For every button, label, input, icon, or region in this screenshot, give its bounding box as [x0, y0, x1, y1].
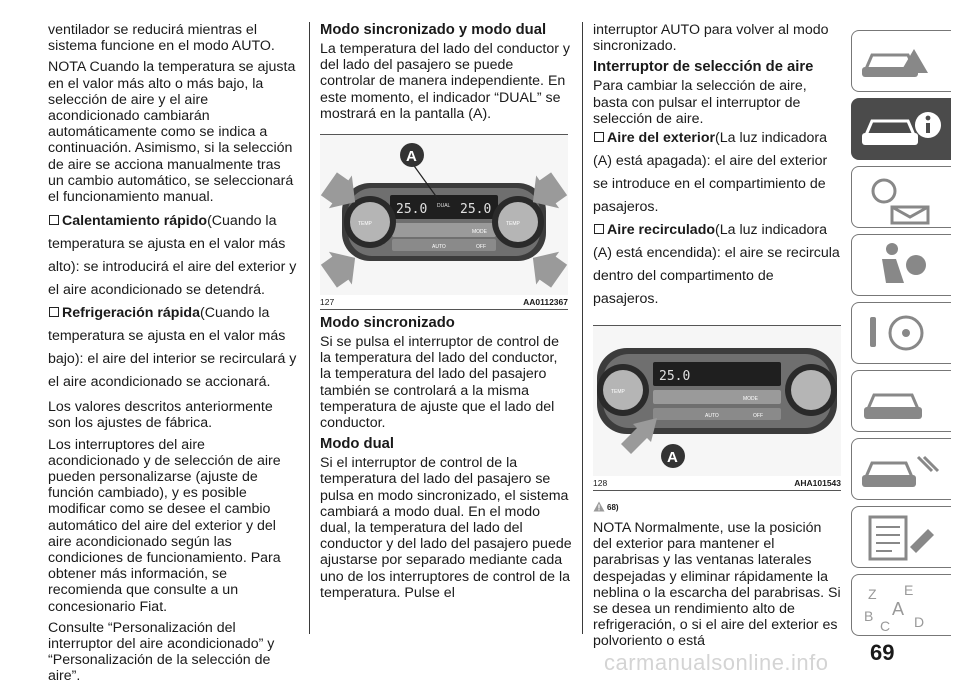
svg-text:Z: Z — [868, 586, 877, 602]
off-button-label: OFF — [476, 244, 486, 251]
svg-text:B: B — [864, 608, 874, 624]
auto-button-label: AUTO — [432, 244, 446, 251]
tab-airbag-seat[interactable] — [851, 234, 951, 296]
steering-key-icon — [852, 303, 950, 363]
knob-right-label: TEMP — [506, 221, 520, 228]
figure-caption — [593, 476, 841, 490]
warning-ref-number: 68) — [607, 503, 619, 513]
figure-code: AA0112367 — [523, 297, 568, 308]
figure-code: AHA101543 — [794, 478, 841, 489]
figure-caption — [320, 295, 568, 309]
paragraph: Para cambiar la selección de aire, basta con pulsar el interruptor de selección de aire. — [593, 78, 807, 127]
tab-car-warning[interactable] — [851, 30, 951, 92]
checkbox-bullet-icon — [49, 307, 59, 317]
mode-button-label: MODE — [743, 396, 758, 403]
paragraph: Los interruptores del aire acondicionado y de selección de aire pueden personalizarse (ajuste de función cambiado), y es posible modificar como se desee el cambio automático del aire del exterior y del aire acondicionado según las condiciones de funcionamiento. Para obtener más información, se recomienda que consulte a un concesionario Fiat. — [48, 436, 281, 615]
chapter-tab-sidebar — [851, 30, 951, 642]
warning-reference — [593, 501, 841, 512]
off-button-label: OFF — [753, 413, 763, 420]
bullet-title: Refrigeración rápida — [62, 305, 200, 322]
bullet-outside-air — [593, 127, 841, 219]
svg-text:D: D — [914, 614, 925, 630]
figure-128 — [593, 325, 841, 491]
paragraph: La temperatura del lado del conductor y del lado del pasajero se puede controlar de manera independiente. En este momento, el indicador “DUAL” se mostrará en la pantalla (A). — [320, 41, 571, 122]
tab-car-info[interactable] — [851, 98, 951, 160]
checkbox-bullet-icon — [49, 215, 59, 225]
svg-text:E: E — [904, 582, 914, 598]
knob-left-label: TEMP — [358, 221, 372, 228]
alphabet-index-icon — [852, 575, 950, 635]
bullet-quick-cooling — [48, 302, 298, 394]
section-heading: Modo dual — [320, 436, 394, 453]
figure-127 — [320, 134, 568, 310]
page-number: 69 — [870, 640, 895, 665]
callout-a: A — [667, 449, 678, 467]
section-heading: Interruptor de selección de aire — [593, 59, 814, 76]
mode-button-label: MODE — [472, 229, 487, 236]
column-3 — [593, 22, 841, 655]
knob-label: TEMP — [611, 389, 625, 396]
watermark-text: carmanualsonline.info — [604, 650, 829, 675]
figure-number: 127 — [320, 297, 335, 308]
paragraph: Los valores descritos anteriormente son los ajustes de fábrica. — [48, 399, 273, 432]
display-left-temp: 25.0 — [396, 202, 428, 218]
column-2 — [320, 22, 572, 606]
paragraph: interruptor AUTO para volver al modo sincronizado. — [593, 22, 829, 55]
bullet-text: (Cuando la temperatura se ajusta en el valor más alto): se introducirá el aire del exterior y el aire acondicionado se detendrá. — [48, 213, 297, 299]
display-temp: 25.0 — [659, 369, 691, 385]
column-1 — [48, 22, 298, 690]
svg-text:C: C — [880, 618, 891, 634]
data-list-icon — [852, 507, 950, 567]
paragraph: Si se pulsa el interruptor de control de la temperatura del lado del conductor, la temperatura del lado del pasajero también se controlará a la misma temperatura de ajuste que el lado del conductor. — [320, 334, 559, 432]
road-car-icon — [852, 371, 950, 431]
light-warning-icon — [852, 167, 950, 227]
column-divider — [582, 22, 583, 634]
bullet-text: (La luz indicadora (A) está apagada): el aire del exterior se introduce en el compartimiento de pasajeros. — [593, 130, 828, 216]
column-divider — [309, 22, 310, 634]
bullet-quick-heating — [48, 210, 298, 302]
climate-panel-illustration — [320, 135, 568, 295]
car-info-icon — [852, 99, 950, 159]
display-right-temp: 25.0 — [460, 202, 492, 218]
car-warning-icon — [852, 31, 950, 91]
airbag-seat-icon — [852, 235, 950, 295]
section-heading: Modo sincronizado y modo dual — [320, 22, 547, 38]
tab-road-car[interactable] — [851, 370, 951, 432]
checkbox-bullet-icon — [594, 132, 604, 142]
service-car-icon — [852, 439, 950, 499]
tab-service-car[interactable] — [851, 438, 951, 500]
tab-alphabet-index[interactable] — [851, 574, 951, 636]
warning-triangle-icon — [593, 501, 605, 512]
auto-button-label: AUTO — [705, 413, 719, 420]
bullet-title: Aire del exterior — [607, 130, 716, 147]
climate-panel-illustration — [593, 326, 841, 476]
dual-indicator: DUAL — [437, 203, 451, 210]
tab-light-warning[interactable] — [851, 166, 951, 228]
svg-text:A: A — [892, 599, 905, 619]
bullet-title: Aire recirculado — [607, 222, 716, 239]
paragraph: Consulte “Personalización del interruptor del aire acondicionado” y “Personalización de la selección de aire”. — [48, 619, 275, 685]
callout-a: A — [406, 148, 417, 166]
bullet-text: (Cuando la temperatura se ajusta en el valor más bajo): el aire del interior se recirculará y el aire acondicionado se accionará. — [48, 305, 297, 391]
note-paragraph: NOTA Normalmente, use la posición del exterior para mantener el parabrisas y las ventanas laterales despejadas y eliminar rápidamente la neblina o la escarcha del parabrisas. Si se desea un rendimiento alto de refrigeración, o si el aire del exterior es polvoriento o está — [593, 520, 841, 650]
checkbox-bullet-icon — [594, 224, 604, 234]
tab-steering-key[interactable] — [851, 302, 951, 364]
figure-number: 128 — [593, 478, 608, 489]
bullet-text: (La luz indicadora (A) está encendida): el aire se recircula dentro del compartimento de pasajeros. — [593, 222, 840, 308]
bullet-recirculated-air — [593, 219, 841, 311]
paragraph: Si el interruptor de control de la temperatura del lado del pasajero se pulsa en modo sincronizado, el sistema cambiará a modo dual. En el modo dual, la temperatura del lado del conductor y del lado del pasajero puede ajustarse por separado mediante cada uno de los interruptores de control de la temperatura. Pulse el — [320, 455, 572, 601]
tab-data-list[interactable] — [851, 506, 951, 568]
note-paragraph: NOTA Cuando la temperatura se ajusta en el valor más alto o más bajo, la selección de aire y el aire acondicionado cambiarán automáticamente como se indica a continuación. Asimismo, si la selección de aire se acciona manualmente tras un cambio automático, se seleccionará el funcionamiento manual. — [48, 59, 296, 206]
section-heading: Modo sincronizado — [320, 315, 455, 332]
paragraph: ventilador se reducirá mientras el sistema funcione en el modo AUTO. — [48, 22, 275, 55]
bullet-title: Calentamiento rápido — [62, 213, 208, 230]
